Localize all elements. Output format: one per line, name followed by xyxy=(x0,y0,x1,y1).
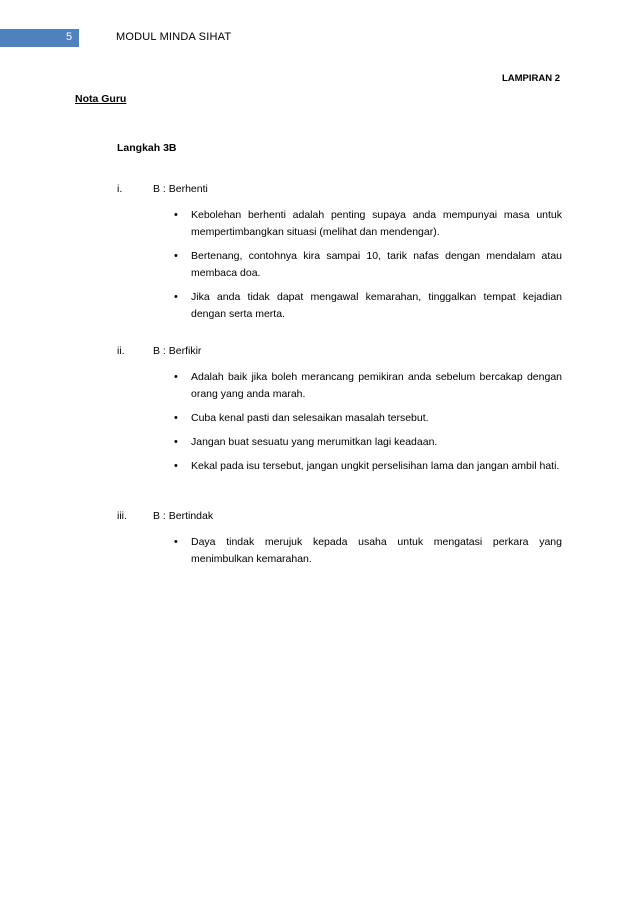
page-number: 5 xyxy=(66,31,73,43)
list-item xyxy=(117,410,562,427)
bullet-icon: • xyxy=(174,371,178,383)
bullet-icon: • xyxy=(174,250,178,262)
section-label: B : Bertindak xyxy=(153,510,214,522)
bullet-icon: • xyxy=(174,291,178,303)
list-item-text: Kekal pada isu tersebut, jangan ungkit perselisihan lama dan jangan ambil hati. xyxy=(191,460,560,472)
document-title: MODUL MINDA SIHAT xyxy=(116,31,232,43)
bullet-list xyxy=(117,534,562,568)
section-label: B : Berhenti xyxy=(153,183,208,195)
bullet-list xyxy=(117,369,562,475)
bullet-list xyxy=(117,207,562,323)
section-header xyxy=(117,510,562,526)
section-label: B : Berfikir xyxy=(153,345,202,357)
list-item-text: Daya tindak merujuk kepada usaha untuk mengatasi perkara yang menimbulkan kemarahan. xyxy=(191,536,562,565)
section-header xyxy=(117,183,562,199)
section-numeral: i. xyxy=(117,183,123,195)
bullet-icon: • xyxy=(174,209,178,221)
bullet-icon: • xyxy=(174,460,178,472)
appendix-label: LAMPIRAN 2 xyxy=(501,73,560,84)
section-heading: Nota Guru xyxy=(75,93,127,105)
section-berhenti xyxy=(117,183,562,330)
list-item xyxy=(117,369,562,403)
list-item-text: Kebolehan berhenti adalah penting supaya anda mempunyai masa untuk mempertimbangkan situasi (melihat dan mendengar). xyxy=(191,209,562,238)
section-header xyxy=(117,345,562,361)
list-item-text: Jika anda tidak dapat mengawal kemarahan, tinggalkan tempat kejadian dengan serta merta. xyxy=(191,291,562,320)
list-item-text: Jangan buat sesuatu yang merumitkan lagi keadaan. xyxy=(191,436,438,448)
list-item-text: Adalah baik jika boleh merancang pemikiran anda sebelum bercakap dengan orang yang anda marah. xyxy=(191,371,562,400)
section-numeral: iii. xyxy=(117,510,127,522)
bullet-icon: • xyxy=(174,436,178,448)
list-item xyxy=(117,434,562,451)
section-numeral: ii. xyxy=(117,345,125,357)
section-bertindak xyxy=(117,510,562,575)
list-item xyxy=(117,534,562,568)
list-item xyxy=(117,458,562,475)
bullet-icon: • xyxy=(174,536,178,548)
step-title: Langkah 3B xyxy=(117,142,177,154)
list-item xyxy=(117,207,562,241)
bullet-icon: • xyxy=(174,412,178,424)
list-item-text: Bertenang, contohnya kira sampai 10, tarik nafas dengan mendalam atau membaca doa. xyxy=(191,250,562,279)
list-item xyxy=(117,248,562,282)
section-berfikir xyxy=(117,345,562,482)
list-item-text: Cuba kenal pasti dan selesaikan masalah tersebut. xyxy=(191,412,429,424)
list-item xyxy=(117,289,562,323)
